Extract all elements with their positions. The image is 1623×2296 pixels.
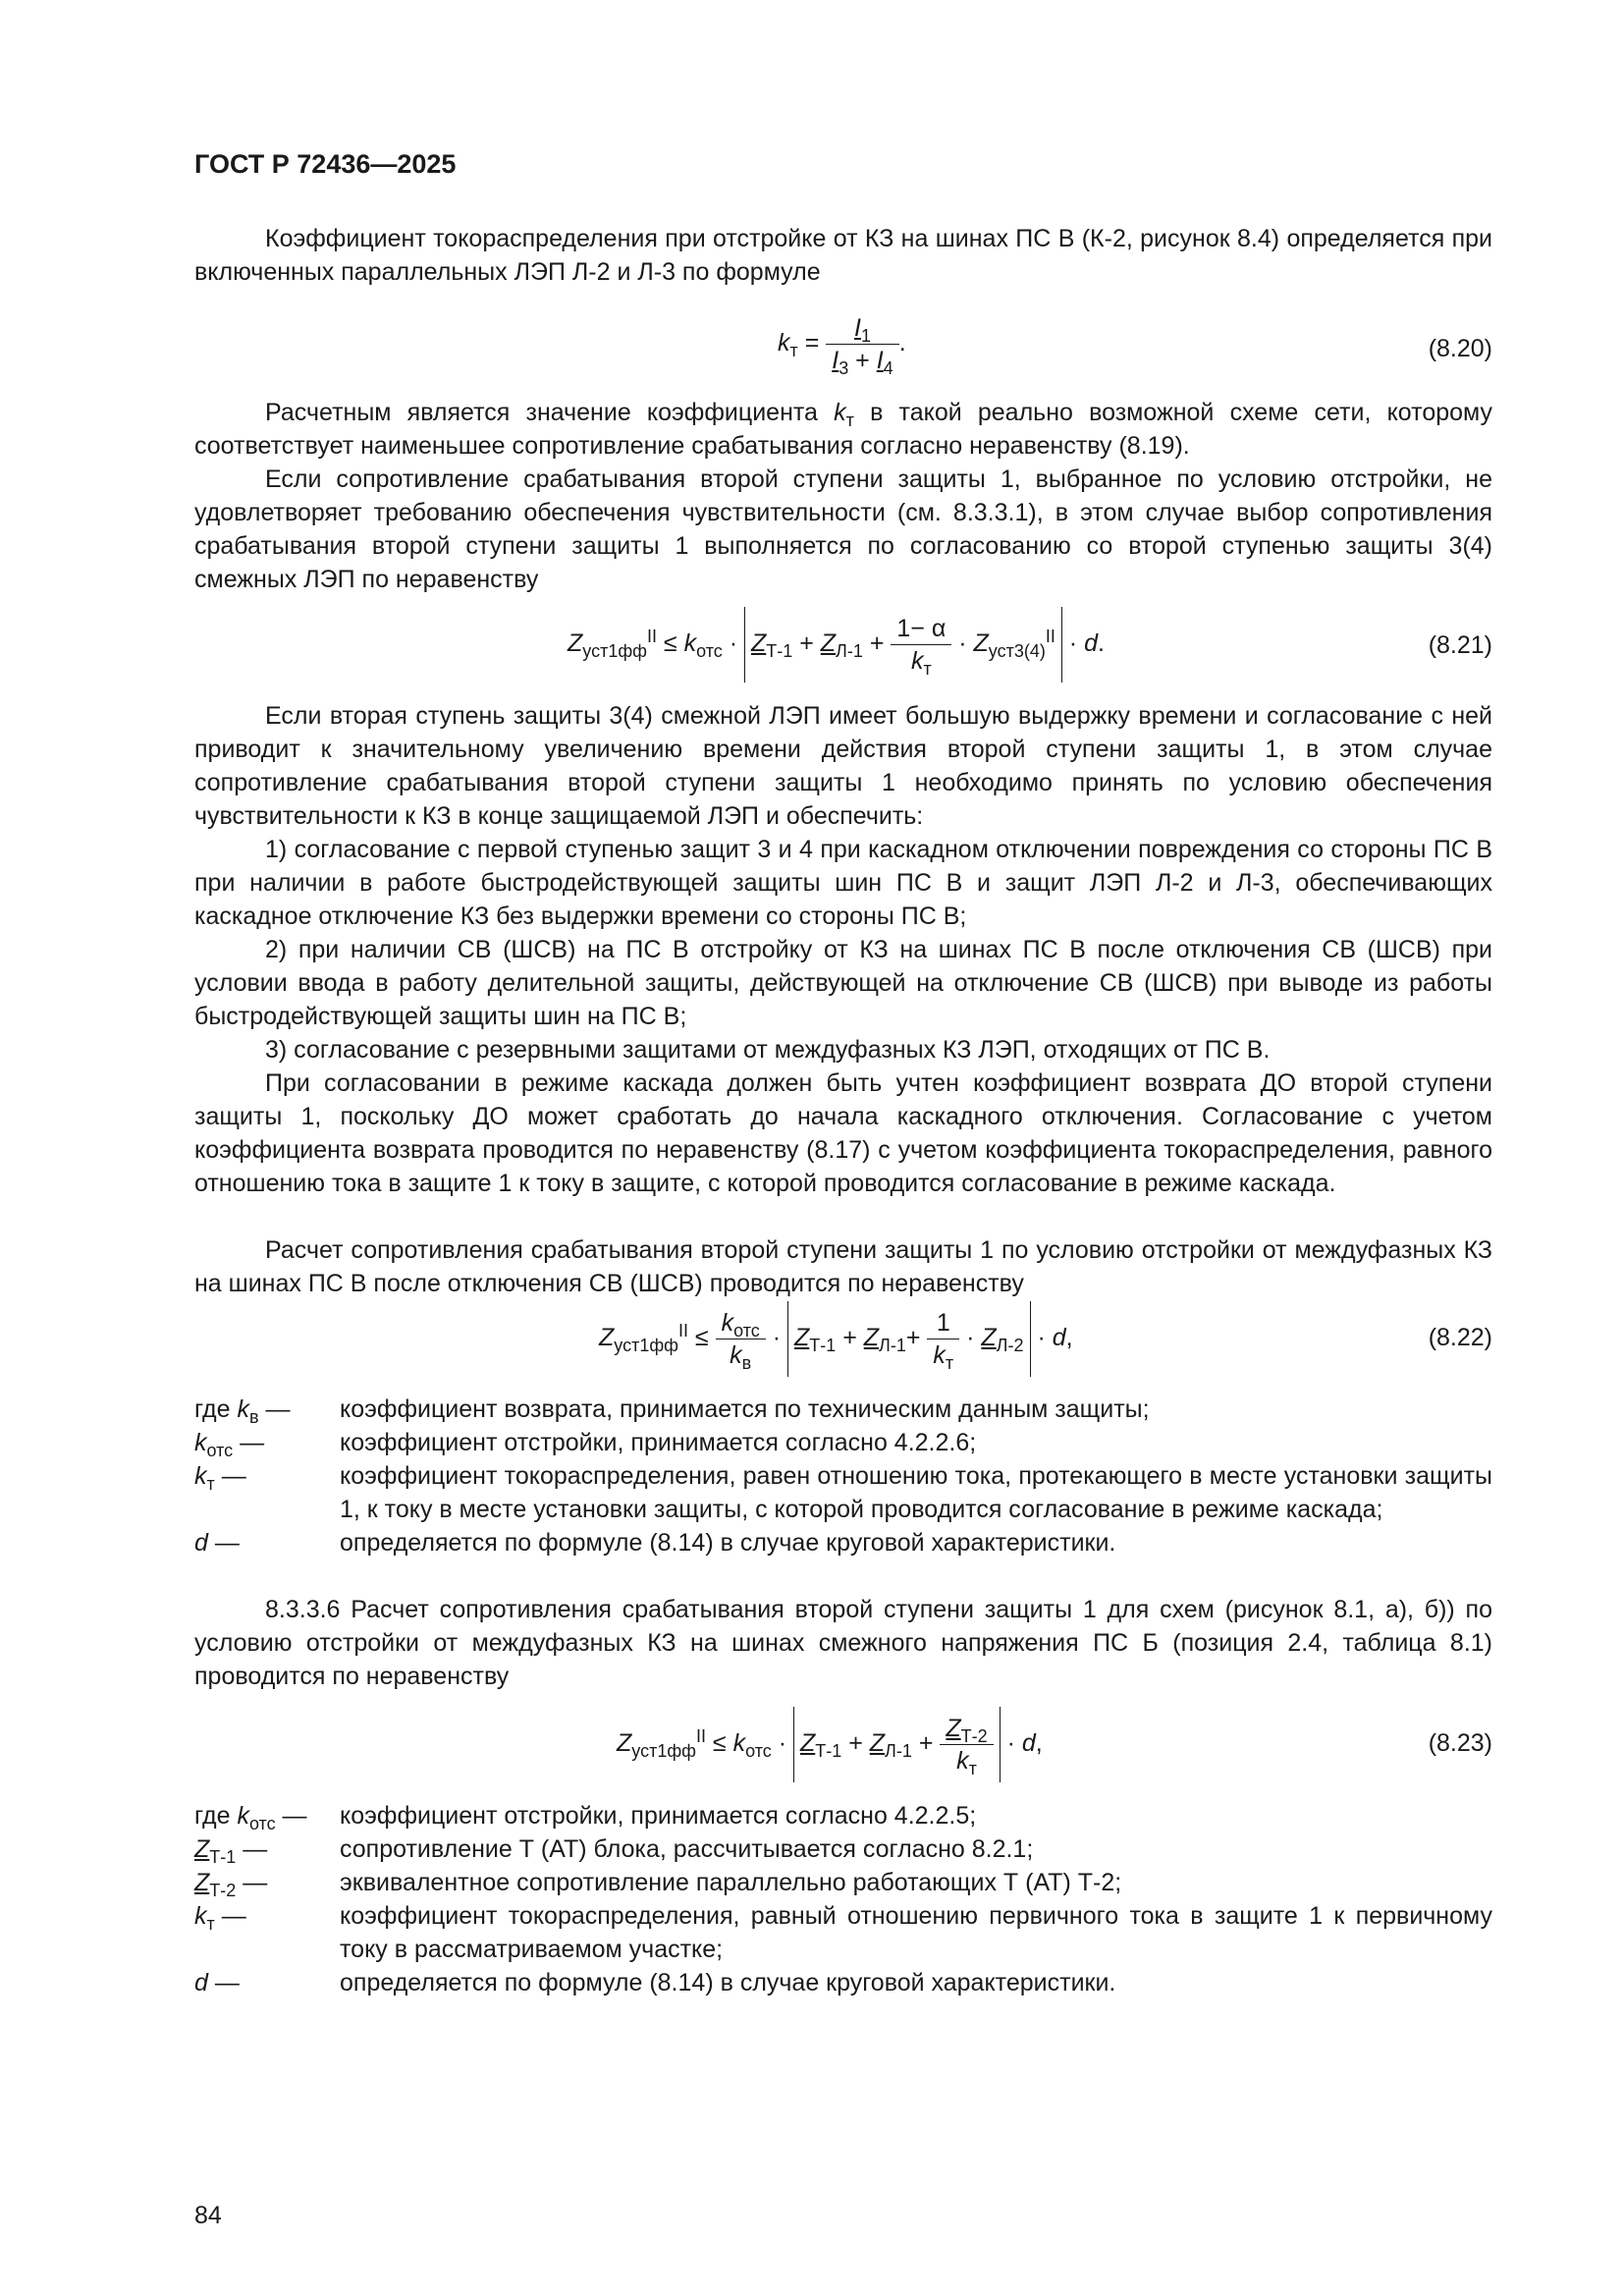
formula-8-22: $Z_{уст1фф}^{II}$ ≤ $k_{отс}$ $k_в$ · $Z_{Т-1} + Z_{Л-1}+$ 1 $k_т$ · $Z_{Л-2} \cdot d$, (8.22) — [194, 1301, 1492, 1390]
list-item-1: 1) согласование с первой ступенью защит 3 и 4 при каскадном отключении повреждения со стороны ПС В при наличии в работе быстродействующей защиты шин ПС В и защит ЛЭП Л-2 и Л-3, обеспечивающих каскадное отключение КЗ без выдержки времени со стороны ПС В; — [194, 836, 1492, 930]
definition-row: $Z_{Т-2}$ — эквивалентное сопротивление параллельно работающих Т (АТ) Т-2; — [194, 1869, 1122, 1900]
paragraph-1: Коэффициент токораспределения при отстройке от КЗ на шинах ПС В (К-2, рисунок 8.4) определяется при включенных параллельных ЛЭП Л-2 и Л-3 по формуле — [194, 225, 1492, 286]
definition-row: $k_т$ — коэффициент токораспределения, равен отношению тока, протекающего в месте установки защиты 1, к току в месте установки защиты, с которой проводится согласование в режиме каскада; — [194, 1462, 1492, 1523]
list-item-2: 2) при наличии СВ (ШСВ) на ПС В отстройку от КЗ на шинах ПС В после отключения СВ (ШСВ) при условии ввода в работу делительной защиты, действующей на отключение СВ (ШСВ) при выводе из работы быстродействующей защиты шин на ПС В; — [194, 936, 1492, 1030]
formula-8-20: $k_т$ = $\frac{I_1}{I_3 + I_4}$ . (8.20) — [778, 314, 1492, 378]
definition-row: где $k_в$ — коэффициент возврата, принимается по техническим данным защиты; — [194, 1395, 1150, 1427]
list-item-3: 3) согласование с резервными защитами от междуфазных КЗ ЛЭП, отходящих от ПС В. — [265, 1036, 1271, 1064]
formula-8-21: $Z_{уст1фф}^{II} \le k_{отс} \cdot Z_{Т-1} + Z_{Л-1}$ + 1− α $k_т$ · $Z_{уст3(4)}^{II} \cdot d$. (8.21) — [194, 607, 1492, 695]
definition-row: $k_{отс}$ — коэффициент отстройки, принимается согласно 4.2.2.6; — [194, 1429, 977, 1460]
definition-row: d — определяется по формуле (8.14) в случае круговой характеристики. — [194, 1969, 1116, 1996]
paragraph-5: При согласовании в режиме каскада должен быть учтен коэффициент возврата ДО второй ступени защиты 1, поскольку ДО может сработать до начала каскадного отключения. Согласование с учетом коэффициента возврата проводится по неравенству (8.17) с учетом коэффициента токораспределения, равного отношению тока в защите 1 к току в защите, с которой проводится согласование в режиме каскада. — [194, 1069, 1492, 1197]
formula-number: (8.23) — [1428, 1729, 1492, 1757]
formula-8-23: $Z_{уст1фф}^{II} \le k_{отс} \cdot Z_{Т-1} + Z_{Л-1}$ + $Z_{Т-2}$ $k_т$ · d, (8.23) — [194, 1707, 1492, 1795]
definitions-1 — [194, 1393, 1492, 1559]
paragraph-3: Если сопротивление срабатывания второй ступени защиты 1, выбранное по условию отстройки, не удовлетворяет требованию обеспечения чувствительности (см. 8.3.3.1), в этом случае выбор сопротивления срабатывания второй ступени защиты 1 выполняется по согласованию со второй ступенью защиты 3(4) смежных ЛЭП по неравенству — [194, 465, 1492, 593]
definitions-2 — [194, 1799, 1492, 1999]
document-header: ГОСТ Р 72436—2025 — [194, 149, 457, 179]
paragraph-7: 8.3.3.6 Расчет сопротивления срабатывания второй ступени защиты 1 для схем (рисунок 8.1, а), б)) по условию отстройки от междуфазных КЗ на шинах смежного напряжения ПС Б (позиция 2.4, таблица 8.1) проводится по неравенству — [194, 1596, 1492, 1690]
definition-row: где $k_{отс}$ — коэффициент отстройки, принимается согласно 4.2.2.5; — [194, 1802, 977, 1833]
formula-number: (8.20) — [1428, 335, 1492, 362]
paragraph-6: Расчет сопротивления срабатывания второй ступени защиты 1 по условию отстройки от междуфазных КЗ на шинах ПС В после отключения СВ (ШСВ) проводится по неравенству — [194, 1236, 1492, 1297]
formula-number: (8.22) — [1428, 1324, 1492, 1351]
paragraph-4: Если вторая ступень защиты 3(4) смежной ЛЭП имеет большую выдержку времени и согласование с ней приводит к значительному увеличению времени действия второй ступени защиты 1, в этом случае сопротивление срабатывания второй ступени защиты 1 необходимо принять по условию обеспечения чувствительности к КЗ в конце защищаемой ЛЭП и обеспечить: — [194, 702, 1492, 830]
paragraph-2: Расчетным является значение коэффициента $k_т$ в такой реально возможной схеме сети, которому соответствует наименьшее сопротивление срабатывания согласно неравенству (8.19). — [194, 399, 1493, 460]
page-number: 84 — [194, 2202, 222, 2229]
definition-row: $Z_{Т-1}$ — сопротивление Т (АТ) блока, рассчитывается согласно 8.2.1; — [194, 1835, 1034, 1867]
definition-row: d — определяется по формуле (8.14) в случае круговой характеристики. — [194, 1529, 1116, 1557]
formula-number: (8.21) — [1428, 631, 1492, 659]
definition-row: $k_т$ — коэффициент токораспределения, равный отношению первичного тока в защите 1 к первичному току в рассматриваемом участке; — [194, 1902, 1492, 1963]
